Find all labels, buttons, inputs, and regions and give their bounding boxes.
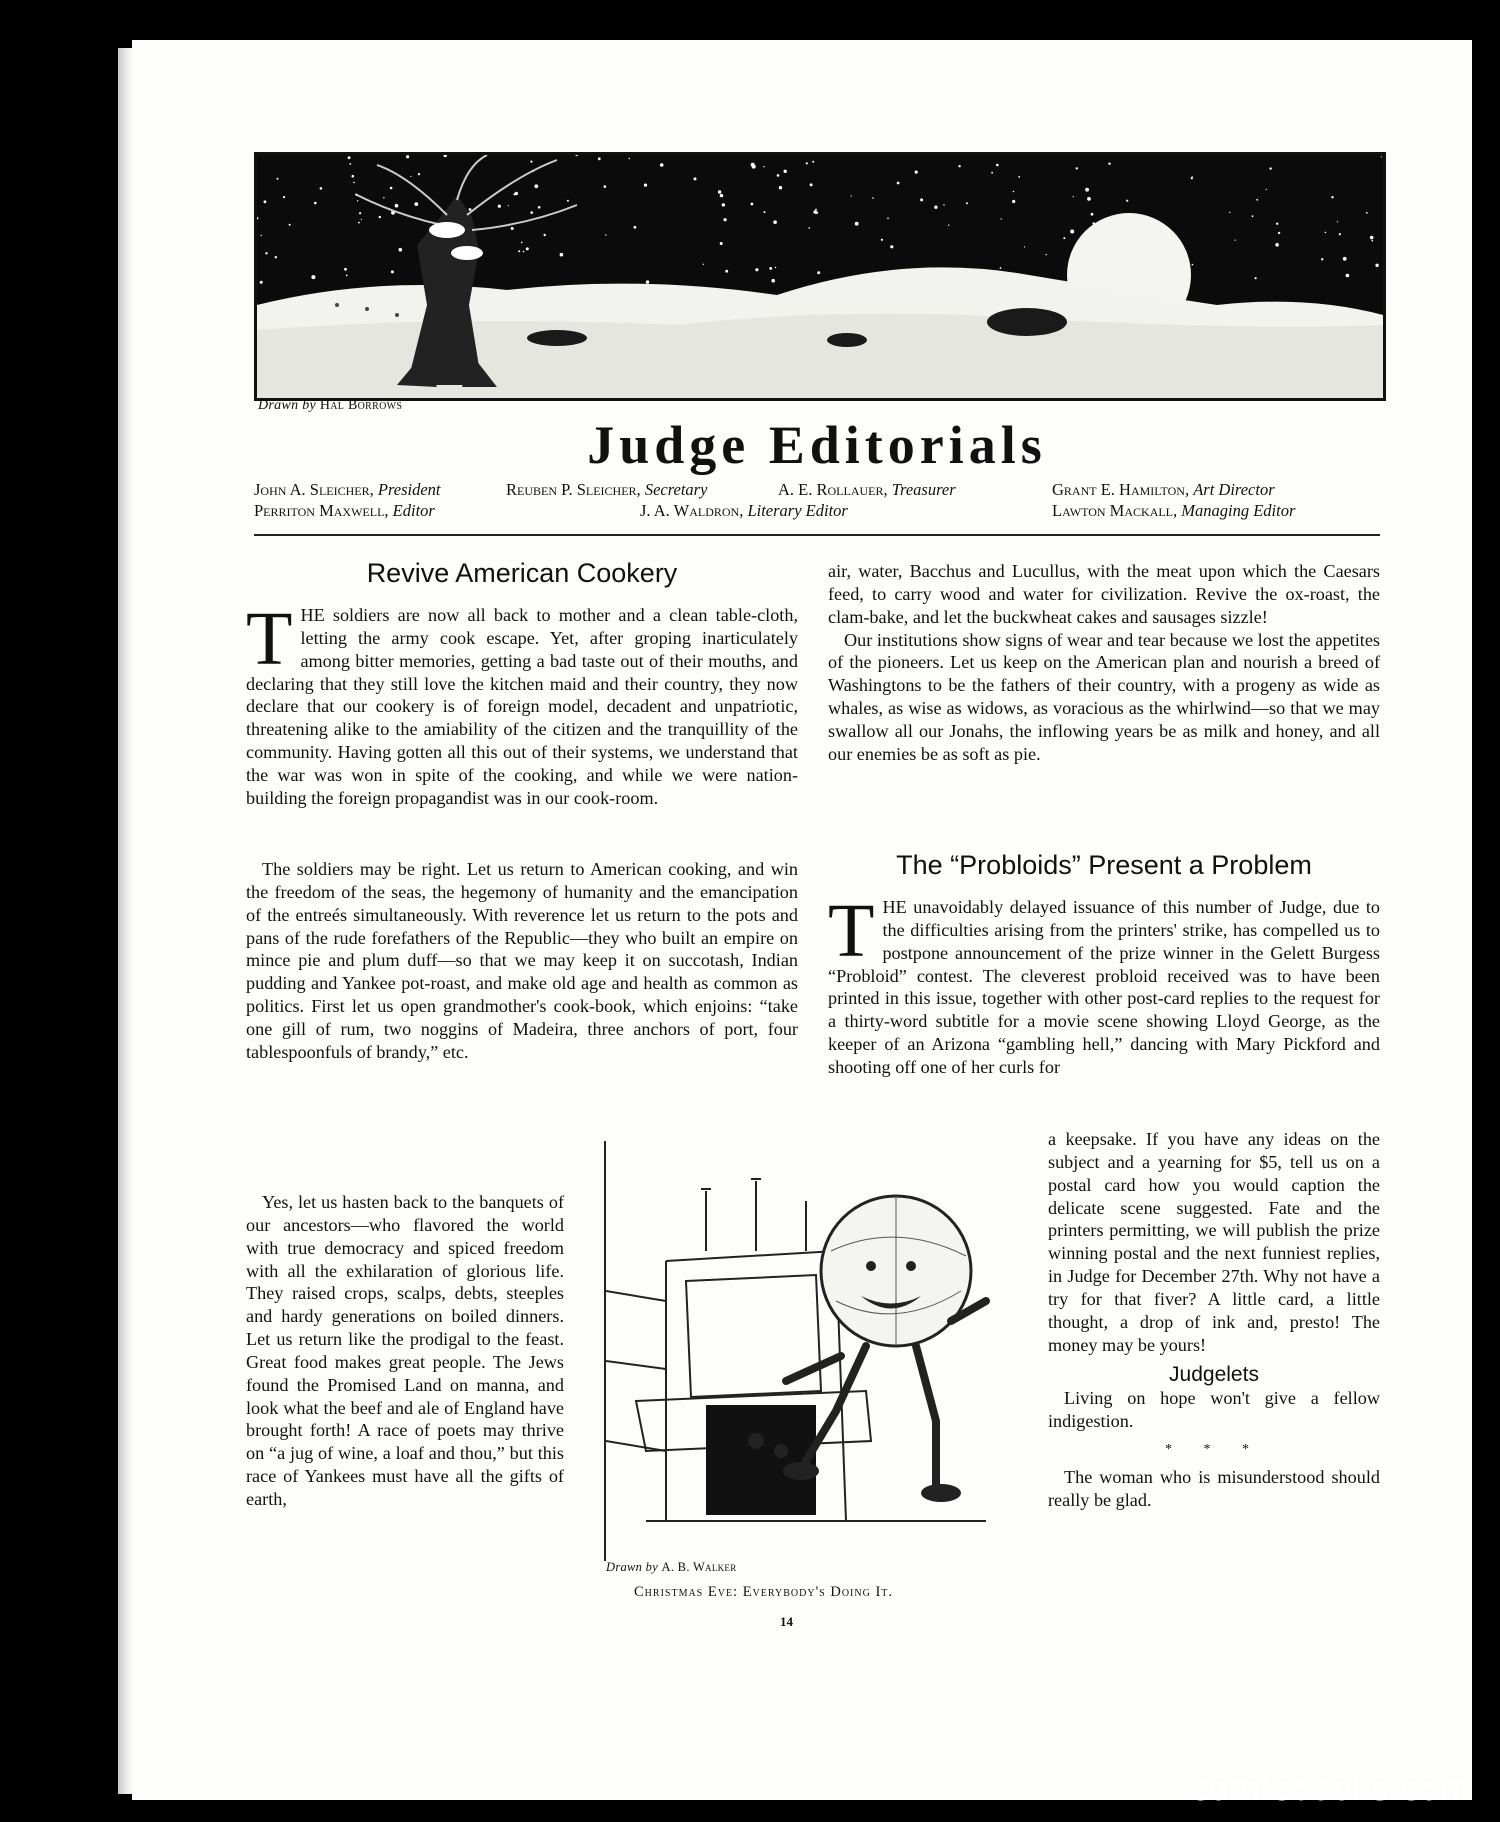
star [1076,167,1078,169]
star [534,184,538,188]
star [390,187,393,190]
star [605,234,606,235]
star [518,250,520,252]
judgelets-item-2: The woman who is misunderstood should really be glad. [1048,1466,1380,1510]
star [943,204,944,205]
article2-dropcap: T [828,889,875,973]
star [1275,243,1279,247]
star [915,171,918,174]
star [352,175,355,178]
watermark: comicbooks.com [1189,1770,1472,1808]
star [958,165,960,167]
star [646,280,649,283]
star [1018,176,1020,178]
star [1343,257,1347,261]
star [872,197,874,199]
star [1070,230,1074,234]
star [1126,200,1128,202]
star [1372,240,1374,242]
judgelets-item-1: Living on hope won't give a fellow indigestion. [1048,1388,1380,1432]
article1-paragraph-2: The soldiers may be right. Let us return to American cooking, and win the freedom of the seas, the hegemony of humanity and the emancipation of the entreés simultaneously. With reverence let us return to the pots and pans of the rude forefathers of the Republic—they who built an empire on mince pie and plum duff—so that we may keep it on succotash, Indian pudding and Yankee pot-roast, and make old age and health as common as politics. First let us open grandmother's cook-book, which enjoins: “take one gill of rum, two noggins of Madeira, three anchors of port, four tablespoonfuls of brandy,” etc. [246,859,798,1062]
star [722,203,725,206]
star [773,220,777,224]
staff-reuben-sleicher: Reuben P. Sleicher, Secretary [506,480,708,499]
star [763,166,764,167]
star [264,200,267,203]
star [410,176,411,177]
star [567,200,569,202]
star [725,270,728,273]
star [644,184,647,187]
star [514,193,516,195]
star [881,239,883,241]
star [391,270,394,273]
star [523,251,525,253]
star [418,173,420,175]
star [751,203,754,206]
star [399,248,403,252]
star [1229,212,1230,213]
star [1013,191,1015,193]
star [808,227,810,229]
star [1346,274,1350,278]
star [851,195,852,196]
star [361,219,362,220]
star [703,264,704,265]
star [996,164,999,167]
star [1191,177,1193,179]
star [314,202,317,205]
star [498,205,501,208]
page-number: 14 [780,1614,793,1629]
star [629,158,630,159]
staff-mackall: Lawton Mackall, Managing Editor [1052,501,1296,520]
article1-dropcap: T [246,597,293,681]
staff-john-sleicher: John A. Sleicher, President [254,480,441,499]
star [414,202,418,206]
star [817,271,820,274]
star [359,212,361,214]
star [1001,218,1002,219]
star [810,183,813,186]
star [348,156,351,159]
star [1024,246,1025,247]
star [720,194,723,197]
star [934,206,937,209]
star [1063,237,1065,239]
article2-paragraph-2: a keepsake. If you have any ideas on the subject and a yearning for $5, tell us on a postal card how you would caption the delicate scene suggested. Fate and the printers permitting, we will publish the prize winning postal and the next funniest replies, in Judge for December 27th. Why not have a try for that fiver? A little card, a little thought, a drop of ink and, presto! The money may be yours! [1048,1129,1380,1355]
star [815,211,818,214]
star [1278,232,1280,234]
star [357,200,358,201]
star [1381,156,1382,157]
masthead-title: Judge Editorials [587,415,1047,475]
star [1269,167,1271,169]
star [1366,212,1368,214]
judgelets-separator: * * * [1165,1441,1263,1457]
star [779,186,782,189]
article1-body-col1b [246,858,798,1064]
article1-paragraph-1: THE soldiers are now all back to mother and a clean table-cloth, letting the army cook escape. Yet, after groping inarticulately among bitter memories, getting a bad taste out of their mouths, and declaring that they still love the kitchen maid and their country, they now declare that our cookery is of foreign model, decadent and unpatriotic, threatening alike to the amiability of the citizen and the tranquillity of the community. Having gotten all this out of their systems, we understand that the war was won in spite of the cooking, and while we were nation-building the foreign propagandist was in our cook-room. [246,597,798,808]
star [508,205,509,206]
star [469,208,472,211]
star [920,198,923,201]
star [1321,258,1323,260]
star [530,161,532,163]
star [1339,233,1341,235]
star [1235,240,1236,241]
winter-scene-svg [257,155,1383,398]
star [275,256,277,258]
star [1012,200,1015,203]
star [812,161,814,163]
star [966,202,968,204]
star [1091,213,1094,216]
star [511,227,514,230]
star [1000,267,1002,269]
star [320,187,323,190]
star [1256,199,1258,201]
star [1255,277,1257,279]
star [283,196,285,198]
star [751,163,755,167]
star [265,252,267,254]
star [1337,221,1338,222]
christmas-eve-illustration [604,1141,1026,1561]
judgelets-title: Judgelets [1169,1363,1259,1387]
star [694,177,697,180]
star [289,224,291,226]
star [948,225,949,226]
article1-body-col1c [246,1191,564,1511]
article1-paragraph-4: air, water, Bacchus and Lucullus, with the meat upon which the Caesars feed, to carry wood and water for civilization. Revive the ox-roast, the clam-bake, and let the buckwheat cakes and sausages sizzle! [828,561,1380,627]
star [1276,223,1278,225]
star [1073,196,1074,197]
star [521,242,523,244]
star [560,253,564,257]
star [660,163,664,167]
star [764,211,766,213]
star [724,218,727,221]
star [344,268,347,271]
illustration-credit: Drawn by A. B. Walker [606,1560,737,1574]
star [1087,197,1091,201]
staff-maxwell: Perriton Maxwell, Editor [254,501,435,520]
star [383,197,384,198]
star [395,204,399,208]
staff-hamilton: Grant E. Hamilton, Art Director [1052,480,1275,499]
star [349,163,351,165]
staff-rollauer: A. E. Rollauer, Treasurer [778,480,956,499]
star [604,185,607,188]
star [890,245,893,248]
illustration-caption: Christmas Eve: Everybody's Doing It. [634,1584,894,1600]
masthead-rule [254,534,1380,536]
star [769,267,772,270]
star [784,170,787,173]
star [718,190,721,193]
article1-paragraph-3: Yes, let us hasten back to the banquets of our ancestors—who flavored the world with true democracy and spiced freedom with all the exhilaration of glorious life. They raised crops, scalps, debts, steeples and hardy generations on boiled dinners. Let us return like the prodigal to the feast. Great food makes great people. The Jews found the Promised Land on manna, and look what the beef and ale of England have brought forth! A race of poets may thrive on “a jug of wine, a loaf and thou,” but this race of Yankees must have all the gifts of earth, [246,1192,564,1509]
staff-waldron: J. A. Waldron, Literary Editor [640,501,848,520]
star [887,218,889,220]
star [260,281,263,284]
banner-credit: Drawn by Hal Borrows [258,398,403,413]
star [346,275,348,277]
star [1331,196,1333,198]
star [406,155,409,158]
star [1325,232,1327,234]
star [806,162,808,164]
star [530,211,533,214]
star [1046,254,1047,255]
star [897,182,900,185]
article1-body-col1 [246,597,798,810]
star [855,222,859,226]
star [277,178,279,180]
article2-body [828,889,1380,1079]
star [598,157,601,160]
star [538,206,541,209]
christmas-eve-svg [606,1141,1026,1561]
star [1266,189,1267,190]
star [353,182,355,184]
star [634,226,637,229]
star [775,267,776,268]
star [1108,163,1110,165]
star [1252,215,1254,217]
star [720,242,723,245]
star [379,216,381,218]
star [526,247,529,250]
star [544,234,546,236]
star [1370,236,1374,240]
star [755,268,758,271]
winter-night-illustration [254,152,1386,401]
article2-body-cont [1048,1128,1380,1512]
article1-title: Revive American Cookery [366,558,678,588]
star [991,172,993,174]
star [1375,264,1378,267]
star [311,275,315,279]
article2-title: The “Probloids” Present a Problem [896,850,1312,880]
star [1085,188,1089,192]
article1-paragraph-5: Our institutions show signs of wear and tear because we lost the appetites of the pioneers. Let us keep on the American plan and nourish a breed of Washingtons to be the fathers of their country, with a progeny as wide as whales, as wise as widows, as voracious as the whirlwind—so that we may swallow all our Jonahs, the inflowing years be as milk and honey, and all our enemies be as soft as pie. [828,629,1380,764]
article1-body-col2 [828,560,1380,766]
star [777,174,780,177]
star [1192,264,1194,266]
star [771,279,775,283]
star [358,222,360,224]
star [815,209,817,211]
article2-paragraph-1: THE unavoidably delayed issuance of this number of Judge, due to the difficulties arising from the printers' strike, has compelled us to postpone announcement of the prize winner in the Gelett Burgess “Probloid” contest. The cleverest probloid received was to have been printed in this issue, together with other post-card replies to the request for a thirty-word subtitle for a movie scene showing Lloyd George, as the keeper of an Arizona “gambling hell,” dancing with Mary Pickford and shooting off one of her curls for [828,889,1380,1077]
star [261,235,262,236]
